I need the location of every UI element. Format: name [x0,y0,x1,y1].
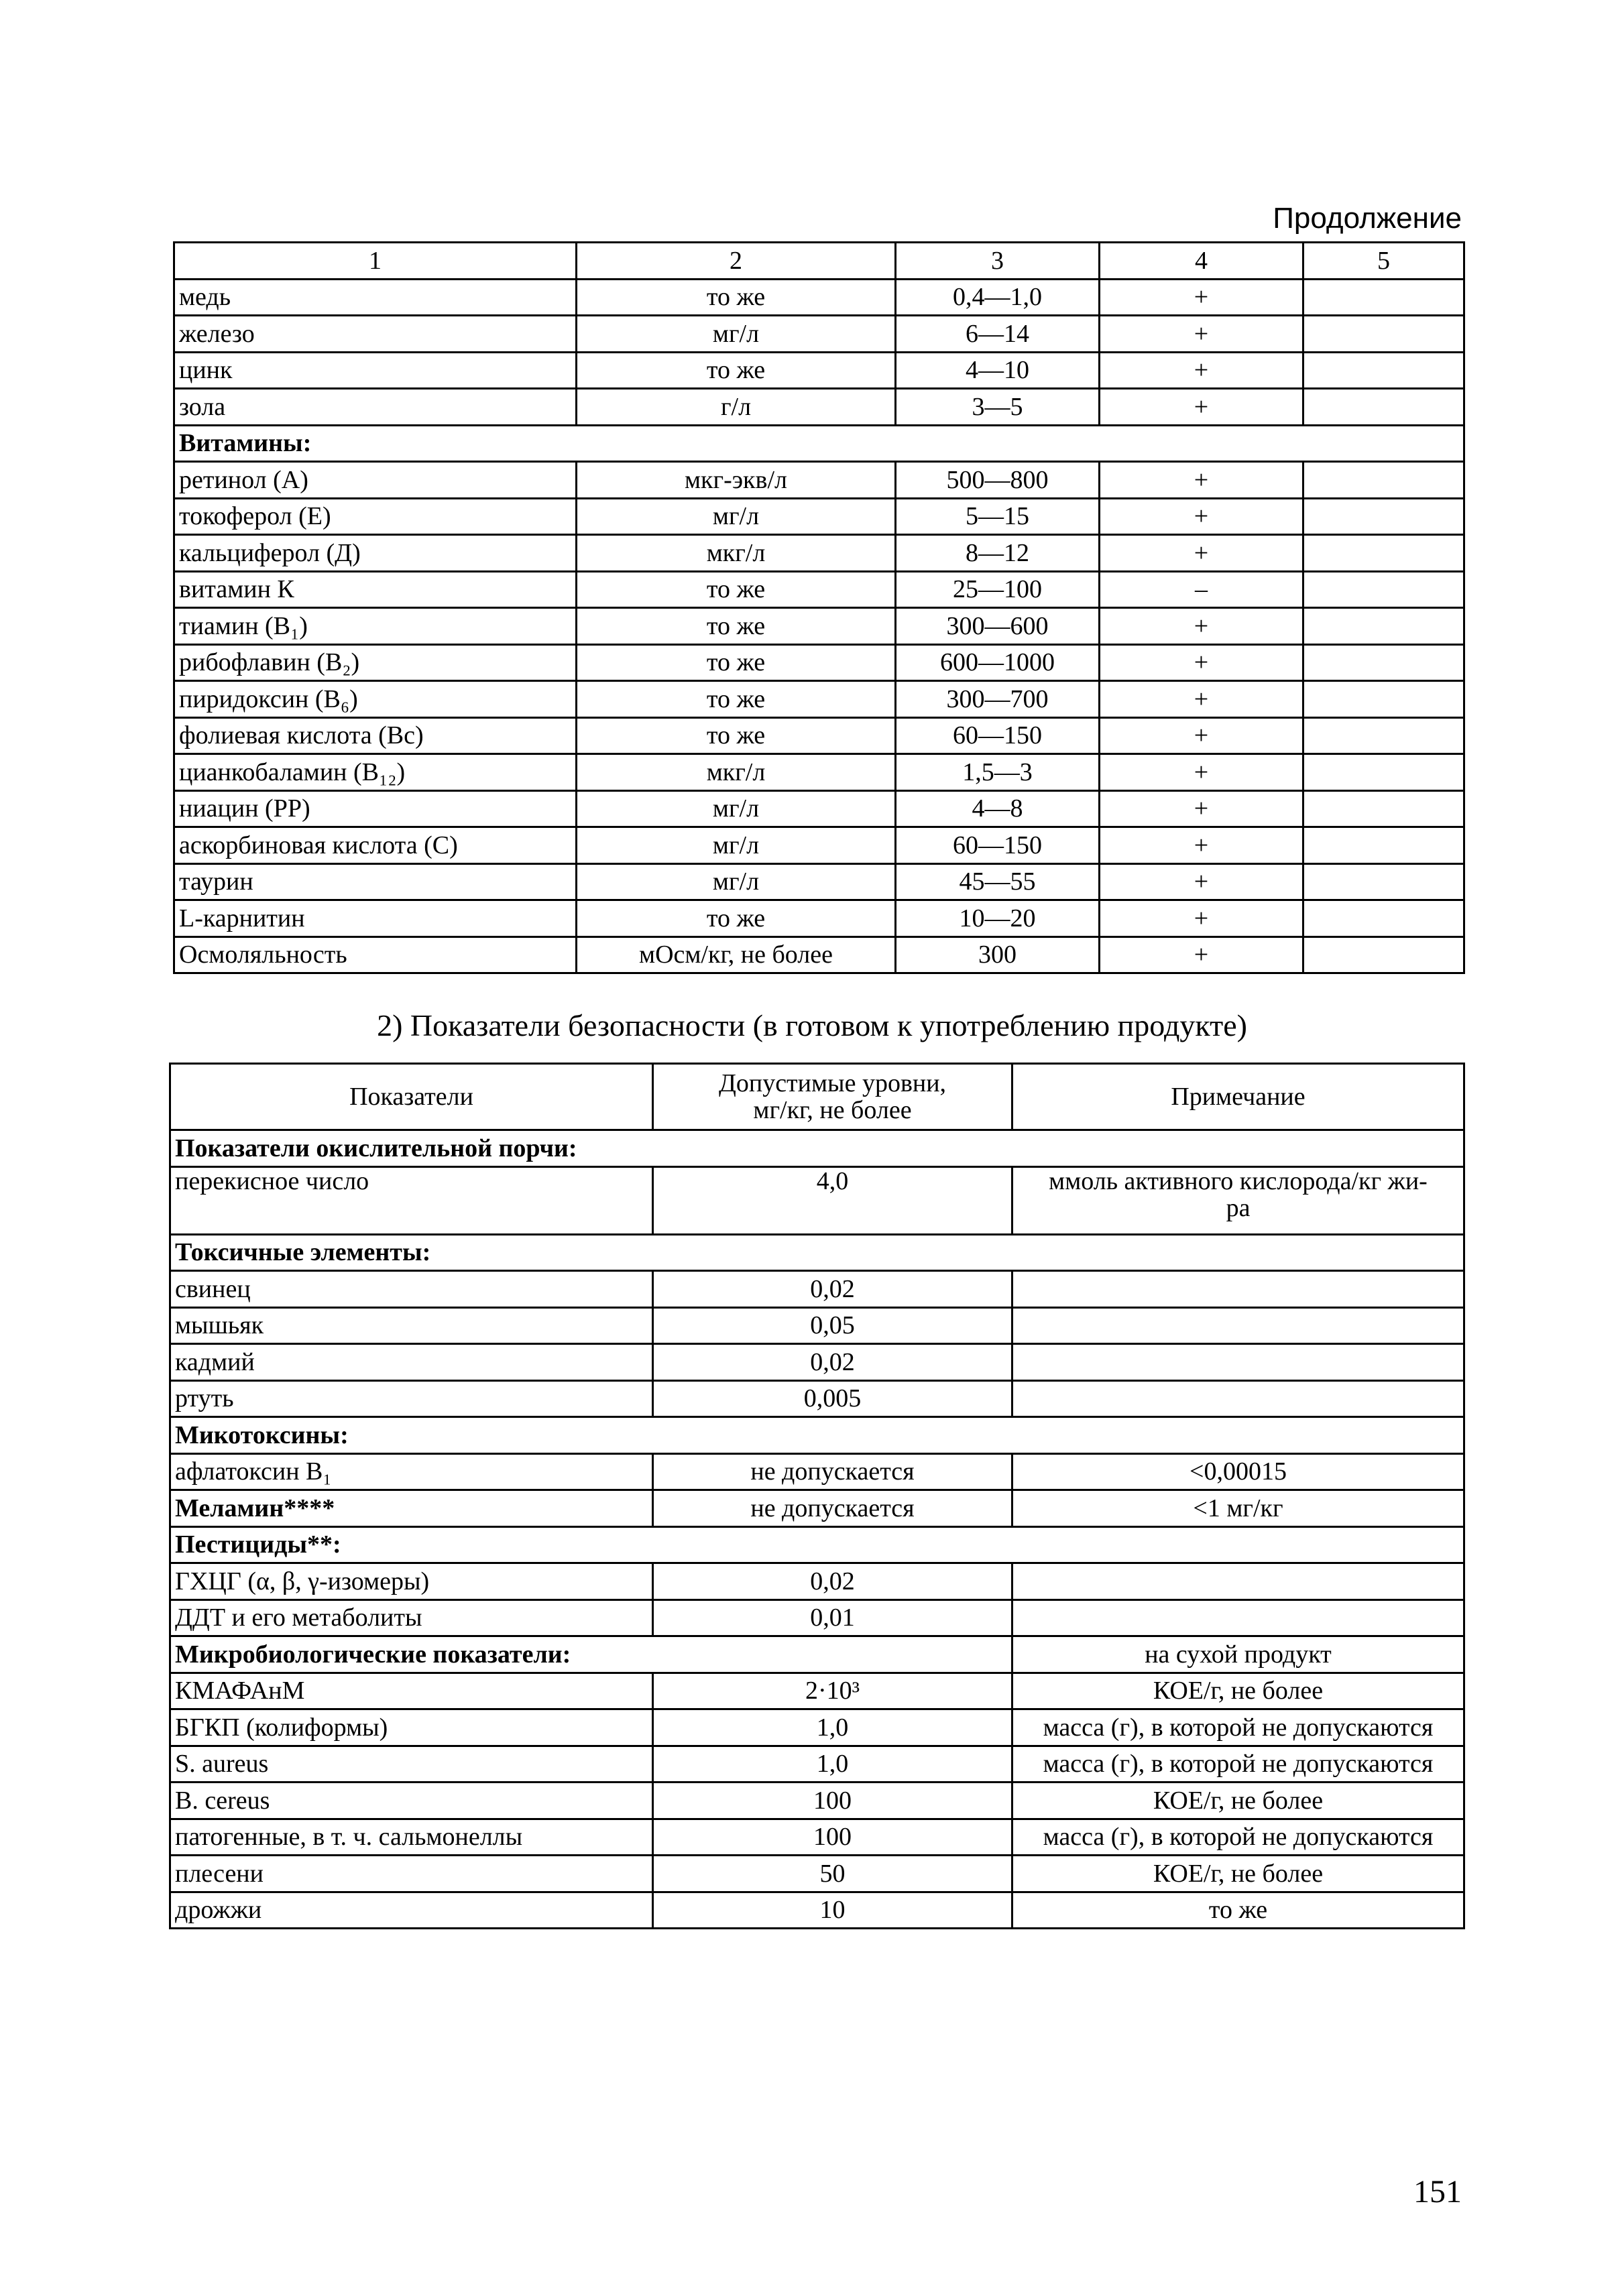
level-cell: 100 [653,1819,1012,1856]
nutrient-name: тиамин (B₁) [174,608,577,645]
unit-cell: мг/л [577,498,896,535]
table-row [174,900,1464,937]
note-cell [1012,1563,1464,1600]
note-cell [1303,389,1464,426]
mark-cell: + [1100,900,1303,937]
indicator-name: патогенные, в т. ч. сальмонеллы [170,1819,653,1856]
table-row [170,1166,1464,1234]
unit-cell: мг/л [577,316,896,353]
page-number: 151 [1413,2174,1462,2210]
nutrient-name: кальциферол (Д) [174,535,577,572]
nutrient-name: пиридоксин (B₆) [174,681,577,718]
table-row [174,389,1464,426]
mark-cell: + [1100,827,1303,864]
level-cell: 0,01 [653,1599,1012,1636]
note-cell [1303,754,1464,791]
nutrient-name: фолиевая кислота (Вс) [174,717,577,754]
table-row [170,1490,1464,1527]
note-cell: <1 мг/кг [1012,1490,1464,1527]
mark-cell: + [1100,316,1303,353]
value-cell: 10—20 [896,900,1100,937]
unit-cell: мкг-экв/л [577,462,896,499]
level-cell: не допускается [653,1490,1012,1527]
section-label: Токсичные элементы: [170,1234,1464,1271]
note-cell [1303,827,1464,864]
note-cell [1303,571,1464,608]
value-cell: 500—800 [896,462,1100,499]
unit-cell: то же [577,352,896,389]
column-number: 1 [174,243,577,280]
note-cell [1303,498,1464,535]
indicator-name: S. aureus [170,1746,653,1783]
level-cell: 0,005 [653,1380,1012,1417]
table-row [174,827,1464,864]
note-cell [1303,535,1464,572]
table-row [170,1892,1464,1929]
table-row [170,1819,1464,1856]
note-cell: на сухой продукт [1012,1636,1464,1673]
table-row [174,863,1464,900]
section-label: Показатели окислительной порчи: [170,1130,1464,1167]
table-row [170,1453,1464,1490]
mark-cell: + [1100,863,1303,900]
note-cell: то же [1012,1892,1464,1929]
note-cell: КОЕ/г, не более [1012,1783,1464,1819]
indicator-name: ГХЦГ (α, β, γ-изомеры) [170,1563,653,1600]
value-cell: 5—15 [896,498,1100,535]
level-cell: 0,02 [653,1563,1012,1600]
table-row [174,279,1464,316]
section-row [170,1526,1464,1563]
mark-cell: + [1100,498,1303,535]
section-row [170,1234,1464,1271]
note-cell [1303,717,1464,754]
unit-cell: то же [577,900,896,937]
indicator-name: БГКП (колиформы) [170,1709,653,1746]
unit-cell: г/л [577,389,896,426]
section-title: 2) Показатели безопасности (в готовом к употреблению продукте) [377,1008,1247,1042]
section-label: Витамины: [174,425,1464,462]
unit-cell: мкг/л [577,535,896,572]
indicator-name: ртуть [170,1380,653,1417]
note-cell [1012,1307,1464,1344]
table-row [174,498,1464,535]
nutrient-name: железо [174,316,577,353]
indicator-name: перекисное число [170,1166,653,1234]
nutrient-name: цианкобаламин (B₁₂) [174,754,577,791]
nutrient-name: аскорбиновая кислота (С) [174,827,577,864]
nutrient-name: ретинол (А) [174,462,577,499]
level-cell: 0,02 [653,1344,1012,1381]
level-cell: 10 [653,1892,1012,1929]
note-line2: ра [1226,1193,1251,1222]
mark-cell: – [1100,571,1303,608]
nutrient-name: таурин [174,863,577,900]
indicator-name: ДДТ и его метаболиты [170,1599,653,1636]
table-row [170,1746,1464,1783]
indicator-name: мышьяк [170,1307,653,1344]
indicator-name: афлатоксин B₁ [170,1453,653,1490]
nutrient-name: токоферол (Е) [174,498,577,535]
note-cell [1303,644,1464,681]
table-row [174,681,1464,718]
nutrient-name: L-карнитин [174,900,577,937]
value-cell: 25—100 [896,571,1100,608]
level-cell: 2·10³ [653,1673,1012,1709]
note-cell [1012,1166,1464,1234]
unit-cell: то же [577,717,896,754]
nutrient-name: зола [174,389,577,426]
note-cell: КОЕ/г, не более [1012,1673,1464,1709]
note-line1: ммоль активного кислорода/кг жи- [1049,1166,1428,1195]
value-cell: 8—12 [896,535,1100,572]
safety-table [169,1063,1465,1929]
table-row [174,316,1464,353]
note-cell [1012,1271,1464,1308]
unit-cell: то же [577,644,896,681]
value-cell: 4—8 [896,790,1100,827]
table-header-row [170,1064,1464,1130]
header-levels [653,1064,1012,1130]
level-cell: 0,05 [653,1307,1012,1344]
unit-cell: мг/л [577,863,896,900]
unit-cell: то же [577,571,896,608]
value-cell: 600—1000 [896,644,1100,681]
table-row [170,1307,1464,1344]
mark-cell: + [1100,389,1303,426]
table-row [170,1271,1464,1308]
note-cell: <0,00015 [1012,1453,1464,1490]
column-number: 4 [1100,243,1303,280]
indicator-name: дрожжи [170,1892,653,1929]
note-cell [1012,1380,1464,1417]
table-row [170,1599,1464,1636]
level-cell: 4,0 [653,1166,1012,1234]
column-number: 2 [577,243,896,280]
table-row [174,790,1464,827]
note-cell: КОЕ/г, не более [1012,1856,1464,1892]
indicator-name: КМАФАнМ [170,1673,653,1709]
unit-cell: мкг/л [577,754,896,791]
unit-cell: то же [577,681,896,718]
level-cell: 50 [653,1856,1012,1892]
note-cell [1303,936,1464,973]
level-cell: не допускается [653,1453,1012,1490]
section-row [174,425,1464,462]
note-cell [1303,900,1464,937]
table-row [174,936,1464,973]
level-cell: 0,02 [653,1271,1012,1308]
table-row [170,1856,1464,1892]
section-row [170,1636,1464,1673]
header-levels-line1: Допустимые уровни, [718,1069,947,1097]
note-cell [1303,608,1464,645]
value-cell: 60—150 [896,827,1100,864]
table-row [174,462,1464,499]
value-cell: 4—10 [896,352,1100,389]
mark-cell: + [1100,936,1303,973]
mark-cell: + [1100,754,1303,791]
note-cell [1303,279,1464,316]
nutrient-name: рибофлавин (B₂) [174,644,577,681]
note-cell [1303,863,1464,900]
mark-cell: + [1100,352,1303,389]
section-row [170,1130,1464,1167]
table-row [170,1380,1464,1417]
table-row [174,571,1464,608]
header-note: Примечание [1012,1064,1464,1130]
unit-cell: мОсм/кг, не более [577,936,896,973]
header-indicators: Показатели [170,1064,653,1130]
note-cell [1012,1344,1464,1381]
value-cell: 300—600 [896,608,1100,645]
indicator-name: плесени [170,1856,653,1892]
unit-cell: то же [577,608,896,645]
nutrients-table [173,241,1465,974]
table-row [174,717,1464,754]
note-cell [1012,1599,1464,1636]
section-row [170,1417,1464,1454]
table-row [170,1563,1464,1600]
value-cell: 6—14 [896,316,1100,353]
table-row [174,644,1464,681]
table-row [174,608,1464,645]
header-levels-line2: мг/кг, не более [753,1096,912,1124]
mark-cell: + [1100,535,1303,572]
table-header-row [174,243,1464,280]
nutrient-name: цинк [174,352,577,389]
table-row [170,1709,1464,1746]
mark-cell: + [1100,608,1303,645]
nutrient-name: ниацин (РР) [174,790,577,827]
indicator-name: свинец [170,1271,653,1308]
indicator-name: B. cereus [170,1783,653,1819]
value-cell: 0,4—1,0 [896,279,1100,316]
note-cell [1303,681,1464,718]
note-cell: масса (г), в которой не допускаются [1012,1746,1464,1783]
note-cell [1303,352,1464,389]
table-row [174,754,1464,791]
mark-cell: + [1100,462,1303,499]
mark-cell: + [1100,717,1303,754]
unit-cell: мг/л [577,827,896,864]
table-row [170,1344,1464,1381]
unit-cell: мг/л [577,790,896,827]
note-cell: масса (г), в которой не допускаются [1012,1819,1464,1856]
mark-cell: + [1100,279,1303,316]
table-row [174,352,1464,389]
unit-cell: то же [577,279,896,316]
level-cell: 1,0 [653,1709,1012,1746]
indicator-name: кадмий [170,1344,653,1381]
mark-cell: + [1100,790,1303,827]
value-cell: 1,5—3 [896,754,1100,791]
note-cell: масса (г), в которой не допускаются [1012,1709,1464,1746]
value-cell: 300—700 [896,681,1100,718]
value-cell: 300 [896,936,1100,973]
nutrient-name: витамин К [174,571,577,608]
nutrient-name: Осмоляльность [174,936,577,973]
note-cell [1303,316,1464,353]
column-number: 5 [1303,243,1464,280]
mark-cell: + [1100,681,1303,718]
mark-cell: + [1100,644,1303,681]
value-cell: 60—150 [896,717,1100,754]
continuation-label: Продолжение [1273,202,1462,235]
indicator-name: Меламин**** [170,1490,653,1527]
level-cell: 1,0 [653,1746,1012,1783]
level-cell: 100 [653,1783,1012,1819]
section-label: Пестициды**: [170,1526,1464,1563]
section-label: Микотоксины: [170,1417,1464,1454]
table-row [174,535,1464,572]
section-label: Микробиологические показатели: [170,1636,1012,1673]
nutrient-name: медь [174,279,577,316]
note-cell [1303,462,1464,499]
table-row [170,1673,1464,1709]
column-number: 3 [896,243,1100,280]
table-row [170,1783,1464,1819]
note-cell [1303,790,1464,827]
value-cell: 45—55 [896,863,1100,900]
value-cell: 3—5 [896,389,1100,426]
